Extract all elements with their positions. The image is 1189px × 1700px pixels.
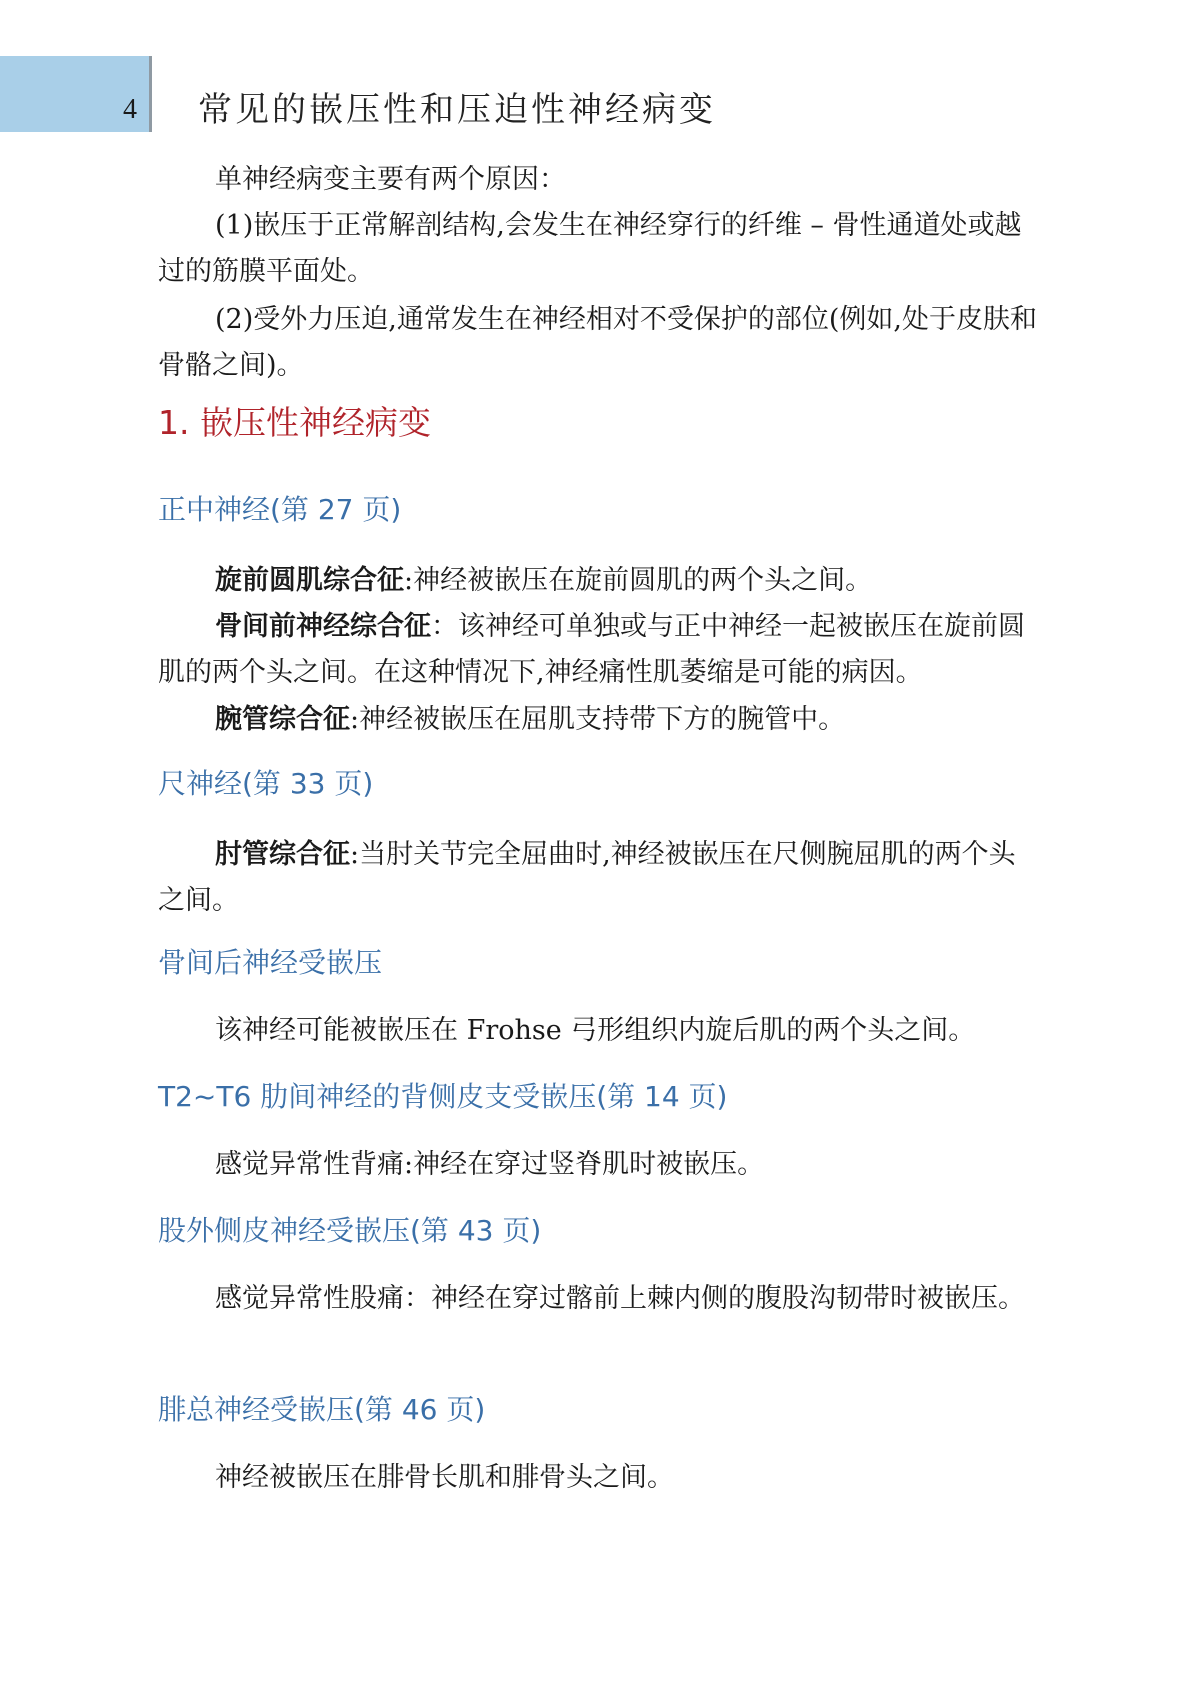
cubital-tunnel-text: :当肘关节完全屈曲时,神经被嵌压在尺侧腕屈肌的两个头之间。 <box>158 839 1016 916</box>
pronator-syndrome-text: :神经被嵌压在旋前圆肌的两个头之间。 <box>404 565 873 596</box>
cause-1-paragraph: (1)嵌压于正常解剖结构,会发生在神经穿行的纤维 – 骨性通道处或越过的筋膜平面处。 <box>158 210 1022 287</box>
carpal-tunnel-term: 腕管综合征 <box>215 704 350 735</box>
anterior-interosseous-term: 骨间前神经综合征 <box>215 611 431 642</box>
intercostal-paragraph: 感觉异常性背痛:神经在穿过竖脊肌时被嵌压。 <box>215 1149 765 1180</box>
carpal-tunnel-paragraph <box>158 697 1038 743</box>
lateral-femoral-heading: 股外侧皮神经受嵌压(第 43 页) <box>158 1214 542 1247</box>
posterior-interosseous-heading: 骨间后神经受嵌压 <box>158 946 383 979</box>
median-nerve-heading: 正中神经(第 27 页) <box>158 493 402 526</box>
cubital-tunnel-term: 肘管综合征 <box>215 839 350 870</box>
peroneal-heading: 腓总神经受嵌压(第 46 页) <box>158 1393 486 1426</box>
cubital-tunnel-paragraph <box>158 832 1038 924</box>
page-number: 4 <box>123 94 137 125</box>
cause-2-paragraph: (2)受外力压迫,通常发生在神经相对不受保护的部位(例如,处于皮肤和骨骼之间)。 <box>158 304 1037 381</box>
section-title: 1. 嵌压性神经病变 <box>158 403 431 442</box>
carpal-tunnel-text: :神经被嵌压在屈肌支持带下方的腕管中。 <box>350 704 846 735</box>
posterior-interosseous-paragraph: 该神经可能被嵌压在 Frohse 弓形组织内旋后肌的两个头之间。 <box>215 1015 976 1046</box>
lateral-femoral-paragraph: 感觉异常性股痛：神经在穿过髂前上棘内侧的腹股沟韧带时被嵌压。 <box>215 1283 1025 1314</box>
anterior-interosseous-paragraph <box>158 604 1038 696</box>
running-title: 常见的嵌压性和压迫性神经病变 <box>198 90 716 130</box>
ulnar-nerve-heading: 尺神经(第 33 页) <box>158 767 374 800</box>
pronator-syndrome-paragraph <box>158 558 1038 604</box>
peroneal-paragraph: 神经被嵌压在腓骨长肌和腓骨头之间。 <box>215 1462 674 1493</box>
intro-lead: 单神经病变主要有两个原因： <box>215 164 566 195</box>
pronator-syndrome-term: 旋前圆肌综合征 <box>215 565 404 596</box>
intercostal-heading: T2~T6 肋间神经的背侧皮支受嵌压(第 14 页) <box>158 1080 728 1113</box>
anterior-interosseous-text: ：该神经可单独或与正中神经一起被嵌压在旋前圆肌的两个头之间。在这种情况下,神经痛性肌萎缩是可能的病因。 <box>158 611 1025 688</box>
